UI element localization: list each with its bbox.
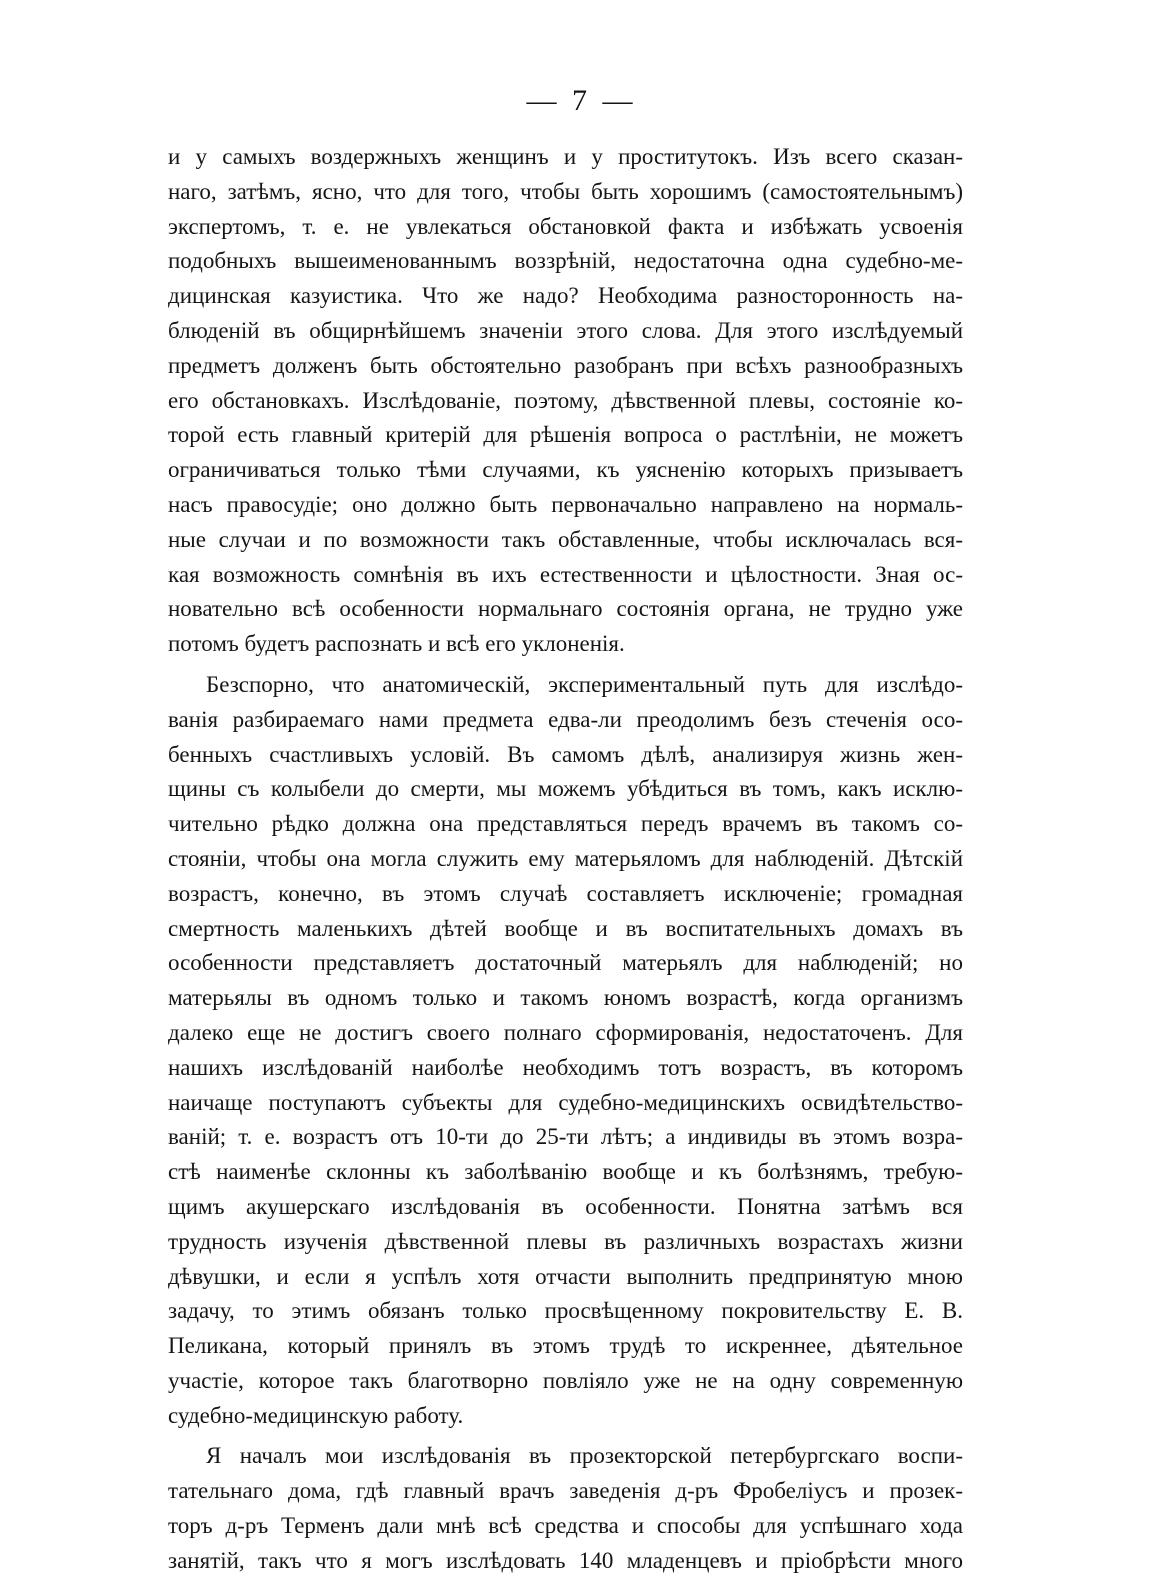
page-number: — 7 — xyxy=(526,84,637,117)
text-line: ные случаи и по возможности такъ обставленные, чтобы исключалась вся- xyxy=(168,526,963,552)
text-line: трудность изученія дѣвственной плевы въ различныхъ возрастахъ жизни xyxy=(168,1228,963,1254)
text-line: участіе, которое такъ благотворно повліяло уже не на одну современную xyxy=(168,1367,963,1393)
text-line: стояніи, чтобы она могла служить ему матерьяломъ для наблюденій. Дѣтскій xyxy=(168,845,963,871)
text-line: бенныхъ счастливыхъ условій. Въ самомъ дѣлѣ, анализируя жизнь жен- xyxy=(168,741,963,767)
text-line: особенности представляетъ достаточный матерьялъ для наблюденій; но xyxy=(168,950,963,976)
text-line: ваній; т. е. возрастъ отъ 10-ти до 25-ти лѣтъ; а индивиды въ этомъ возра- xyxy=(168,1124,963,1150)
body-text xyxy=(168,140,963,1579)
text-line: матерьялы въ одномъ только и такомъ юномъ возрастѣ, когда организмъ xyxy=(168,985,963,1011)
text-line: нашихъ изслѣдованій наиболѣе необходимъ тотъ возрастъ, въ которомъ xyxy=(168,1054,963,1080)
text-line: насъ правосудіе; оно должно быть первоначально направлено на нормаль- xyxy=(168,491,963,517)
text-line: предметъ долженъ быть обстоятельно разобранъ при всѣхъ разнообразныхъ xyxy=(168,352,963,378)
text-line: щимъ акушерскаго изслѣдованія въ особенности. Понятна затѣмъ вся xyxy=(168,1193,963,1219)
text-line: подобныхъ вышеименованнымъ воззрѣній, недостаточна одна судебно-ме- xyxy=(168,248,963,274)
text-line: Пеликана, который принялъ въ этомъ трудѣ то искреннее, дѣятельное xyxy=(168,1333,963,1359)
paragraph-1 xyxy=(168,140,963,662)
text-line: ванія разбираемаго нами предмета едва-ли преодолимъ безъ стеченія осо- xyxy=(168,706,963,732)
text-line: щины съ колыбели до смерти, мы можемъ убѣдиться въ томъ, какъ исклю- xyxy=(168,776,963,802)
paragraph-2 xyxy=(168,668,963,1434)
text-line: блюденій въ общирнѣйшемъ значеніи этого слова. Для этого изслѣдуемый xyxy=(168,317,963,343)
text-line: его обстановкахъ. Изслѣдованіе, поэтому, дѣвственной плевы, состояніе ко- xyxy=(168,387,963,413)
text-line: дицинская казуистика. Что же надо? Необходима разносторонность на- xyxy=(168,283,963,309)
text-line: возрастъ, конечно, въ этомъ случаѣ составляетъ исключеніе; громадная xyxy=(168,880,963,906)
text-line: торой есть главный критерій для рѣшенія вопроса о растлѣніи, не можетъ xyxy=(168,422,963,448)
text-line: далеко еще не достигъ своего полнаго сформированія, недостаточенъ. Для xyxy=(168,1019,963,1045)
text-line: и у самыхъ воздержныхъ женщинъ и у проститутокъ. Изъ всего сказан- xyxy=(168,144,963,169)
text-line: дѣвушки, и если я успѣлъ хотя отчасти выполнить предпринятую мною xyxy=(168,1263,963,1289)
text-line: ограничиваться только тѣми случаями, къ уясненію которыхъ призываетъ xyxy=(168,457,963,483)
text-line: потомъ будетъ распознать и всѣ его уклоненія. xyxy=(168,631,625,657)
text-line: новательно всѣ особенности нормальнаго состоянія органа, не трудно уже xyxy=(168,596,963,622)
text-line: стѣ наименѣе склонны къ заболѣванію вообще и къ болѣзнямъ, требую- xyxy=(168,1159,963,1185)
text-line: задачу, то этимъ обязанъ только просвѣщенному покровительству Е. В. xyxy=(168,1298,963,1324)
text-line: наго, затѣмъ, ясно, что для того, чтобы быть хорошимъ (самостоятельнымъ) xyxy=(168,178,963,204)
text-line: наичаще поступаютъ субъекты для судебно-медицинскихъ освидѣтельство- xyxy=(168,1089,963,1115)
text-line: занятій, такъ что я могъ изслѣдовать 140 младенцевъ и пріобрѣсти много xyxy=(168,1547,963,1573)
text-line: судебно-медицинскую работу. xyxy=(168,1402,464,1428)
text-line: Я началъ мои изслѣдованія въ прозекторской петербургскаго воспи- xyxy=(206,1443,963,1469)
text-line: смертность маленькихъ дѣтей вообще и въ воспитательныхъ домахъ въ xyxy=(168,915,963,941)
paragraph-3 xyxy=(168,1439,963,1578)
text-line: кая возможность сомнѣнія въ ихъ естественности и цѣлостности. Зная ос- xyxy=(168,561,963,587)
text-line: тательнаго дома, гдѣ главный врачъ заведенія д-ръ Фробеліусъ и прозек- xyxy=(168,1478,963,1504)
text-line: торъ д-ръ Терменъ дали мнѣ всѣ средства и способы для успѣшнаго хода xyxy=(168,1513,963,1539)
text-line: Безспорно, что анатомическій, экспериментальный путь для изслѣдо- xyxy=(206,671,963,697)
text-line: экспертомъ, т. е. не увлекаться обстановкой факта и избѣжать усвоенія xyxy=(168,213,963,239)
text-line: чительно рѣдко должна она представляться передъ врачемъ въ такомъ со- xyxy=(168,811,963,837)
